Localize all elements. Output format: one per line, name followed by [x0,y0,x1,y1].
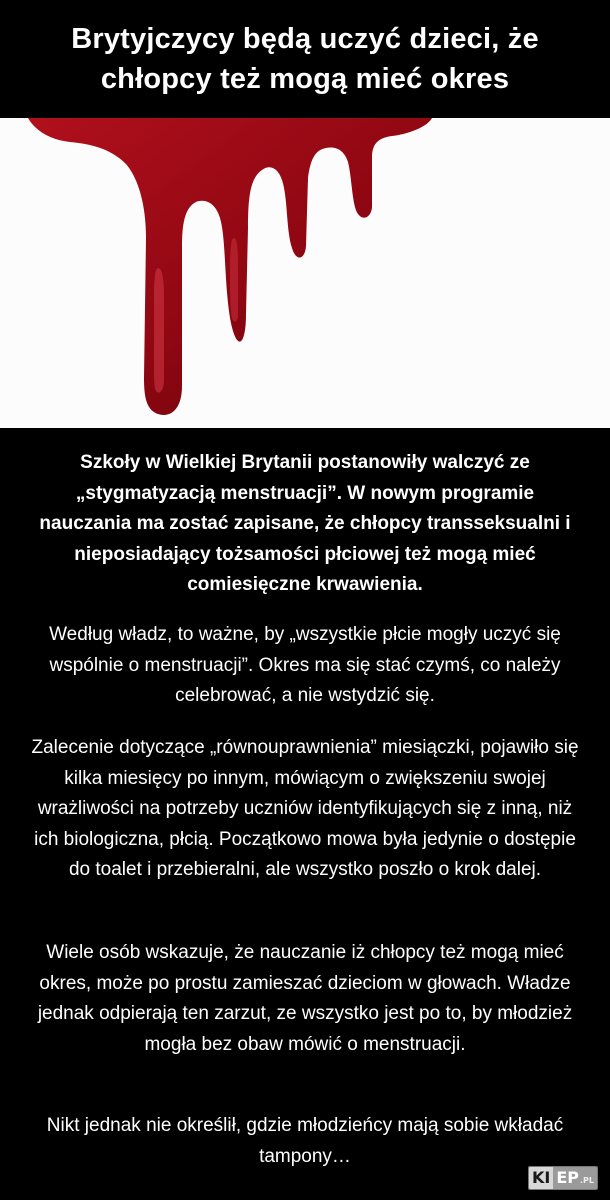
watermark-part2-text: EP [556,1168,579,1187]
article-paragraph: Nikt jednak nie określił, gdzie młodzieńcy mają sobie wkładać tampony… [46,1115,564,1167]
article-paragraph: Wiele osób wskazuje, że nauczanie iż chłopcy też mogą mieć okres, może po prostu zamieszać dzieciom w głowach. Władze jednak odpierają ten zarzut, ze wszystko jest po to, by młodzież mogła bez obaw mówić o menstruacji. [37,942,573,1055]
watermark-part2 [553,1167,597,1189]
article-body [0,428,610,1200]
blood-highlight-small [230,238,238,321]
title-bar [0,0,610,118]
hero-image [0,118,610,428]
blood-drip-shape [28,118,432,415]
watermark-suffix: .PL [580,1176,594,1185]
page-title: Brytyjczycy będą uczyć dzieci, że chłopcy też mogą mieć okres [71,23,539,95]
blood-highlight [154,268,164,393]
kiep-watermark-logo [528,1166,598,1190]
dripping-blood-image [0,118,610,428]
article-lead: Szkoły w Wielkiej Brytanii postanowiły walczyć ze „stygmatyzacją menstruacji”. W nowym programie nauczania ma zostać zapisane, że chłopcy transseksualni i nieposiadający tożsamości płciowej też mogą mieć comiesięczne krwawienia. [39,452,571,595]
article-paragraph: Zalecenie dotyczące „równouprawnienia” miesiączki, pojawiło się kilka miesięcy po innym, mówiącym o zwiększeniu swojej wrażliwości na potrzeby uczniów identyfikujących się z inną, niż ich biologiczna, płcią. Początkowo mowa była jedynie o dostępie do toalet i przebieralni, ale wszystko poszło o krok dalej. [31,737,579,880]
article-paragraph: Według władz, to ważne, by „wszystkie płcie mogły uczyć się wspólnie o menstruacji”. Okres ma się stać czymś, co należy celebrować, a nie wstydzić się. [49,624,561,706]
watermark-part1: KI [529,1167,553,1189]
